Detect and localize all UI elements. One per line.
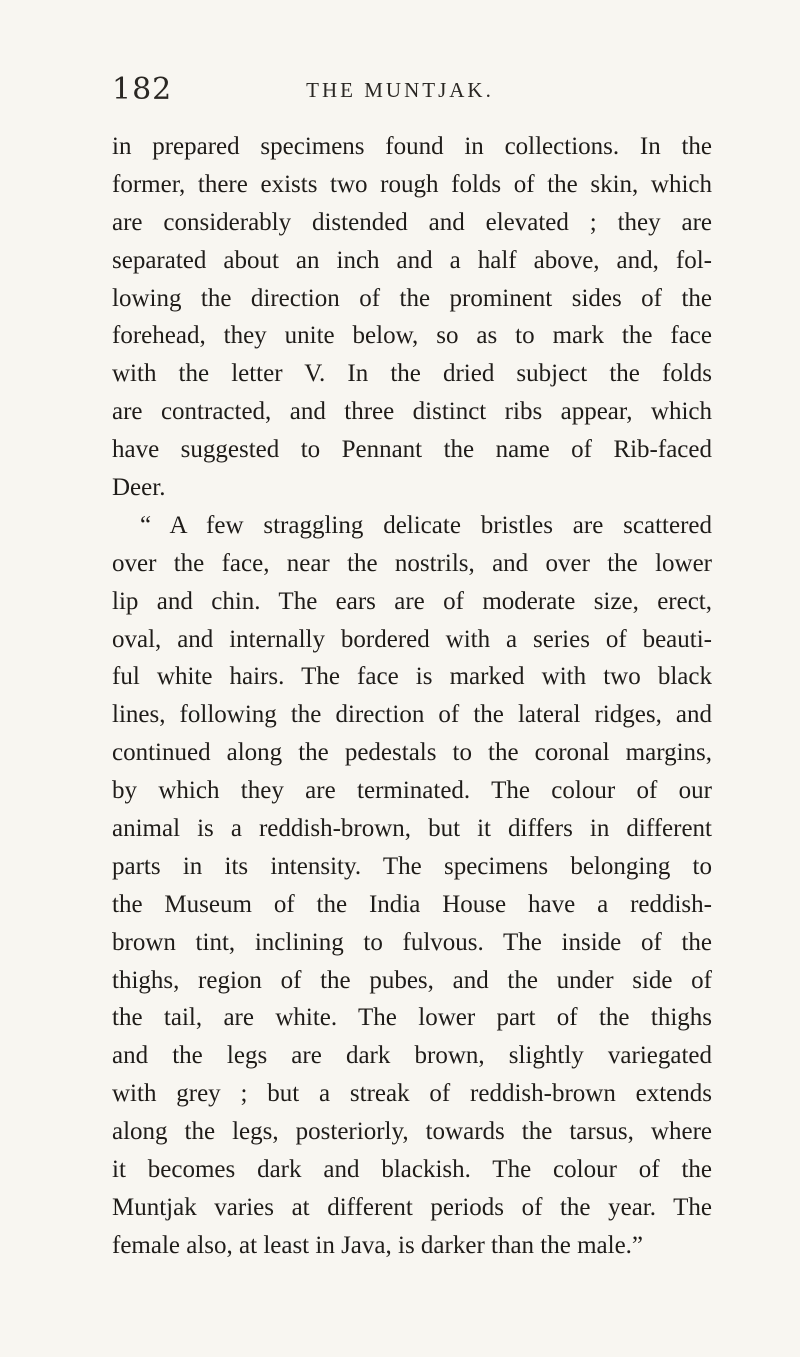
text-line: have suggested to Pennant the name of Rib-faced: [112, 436, 712, 464]
text-line: forehead, they unite below, so as to mark the face: [112, 322, 712, 350]
text-line: are considerably distended and elevated ; they are: [112, 208, 712, 236]
paragraph-end-line: female also, at least in Java, is darker than the male.”: [112, 1231, 644, 1259]
text-line: it becomes dark and blackish. The colour of the: [112, 1156, 712, 1184]
text-line: over the face, near the nostrils, and over the lower: [112, 549, 712, 577]
paragraph-start-line: “ A few straggling delicate bristles are scattered: [140, 511, 712, 539]
text-line: ful white hairs. The face is marked with two black: [112, 663, 712, 691]
text-line: Muntjak varies at different periods of the year. The: [112, 1193, 712, 1221]
body-text: [112, 128, 712, 1265]
text-line: former, there exists two rough folds of the skin, which: [112, 170, 712, 198]
text-line: by which they are terminated. The colour of our: [112, 777, 712, 805]
text-line: brown tint, inclining to fulvous. The inside of the: [112, 928, 712, 956]
paragraph-end-line: Deer.: [112, 474, 166, 502]
text-line: oval, and internally bordered with a series of beauti-: [112, 625, 712, 653]
text-line: parts in its intensity. The specimens belonging to: [112, 852, 712, 880]
text-line: along the legs, posteriorly, towards the tarsus, where: [112, 1118, 712, 1146]
page-header: [0, 70, 800, 114]
text-line: and the legs are dark brown, slightly variegated: [112, 1042, 712, 1070]
text-line: the Museum of the India House have a reddish-: [112, 890, 712, 918]
text-line: animal is a reddish-brown, but it differs in different: [112, 815, 712, 843]
text-line: with grey ; but a streak of reddish-brown extends: [112, 1080, 712, 1108]
page-number: 182: [112, 72, 173, 107]
text-line: in prepared specimens found in collections. In the: [112, 133, 712, 160]
text-line: the tail, are white. The lower part of the thighs: [112, 1004, 712, 1032]
text-line: lines, following the direction of the lateral ridges, and: [112, 701, 712, 729]
text-line: are contracted, and three distinct ribs appear, which: [112, 398, 712, 426]
text-line: lowing the direction of the prominent sides of the: [112, 284, 712, 312]
text-line: separated about an inch and a half above, and, fol-: [112, 246, 712, 274]
text-line: thighs, region of the pubes, and the under side of: [112, 966, 712, 994]
text-line: with the letter V. In the dried subject the folds: [112, 360, 712, 388]
running-head: THE MUNTJAK.: [306, 78, 494, 102]
text-line: continued along the pedestals to the coronal margins,: [112, 739, 712, 767]
text-line: lip and chin. The ears are of moderate size, erect,: [112, 587, 712, 615]
